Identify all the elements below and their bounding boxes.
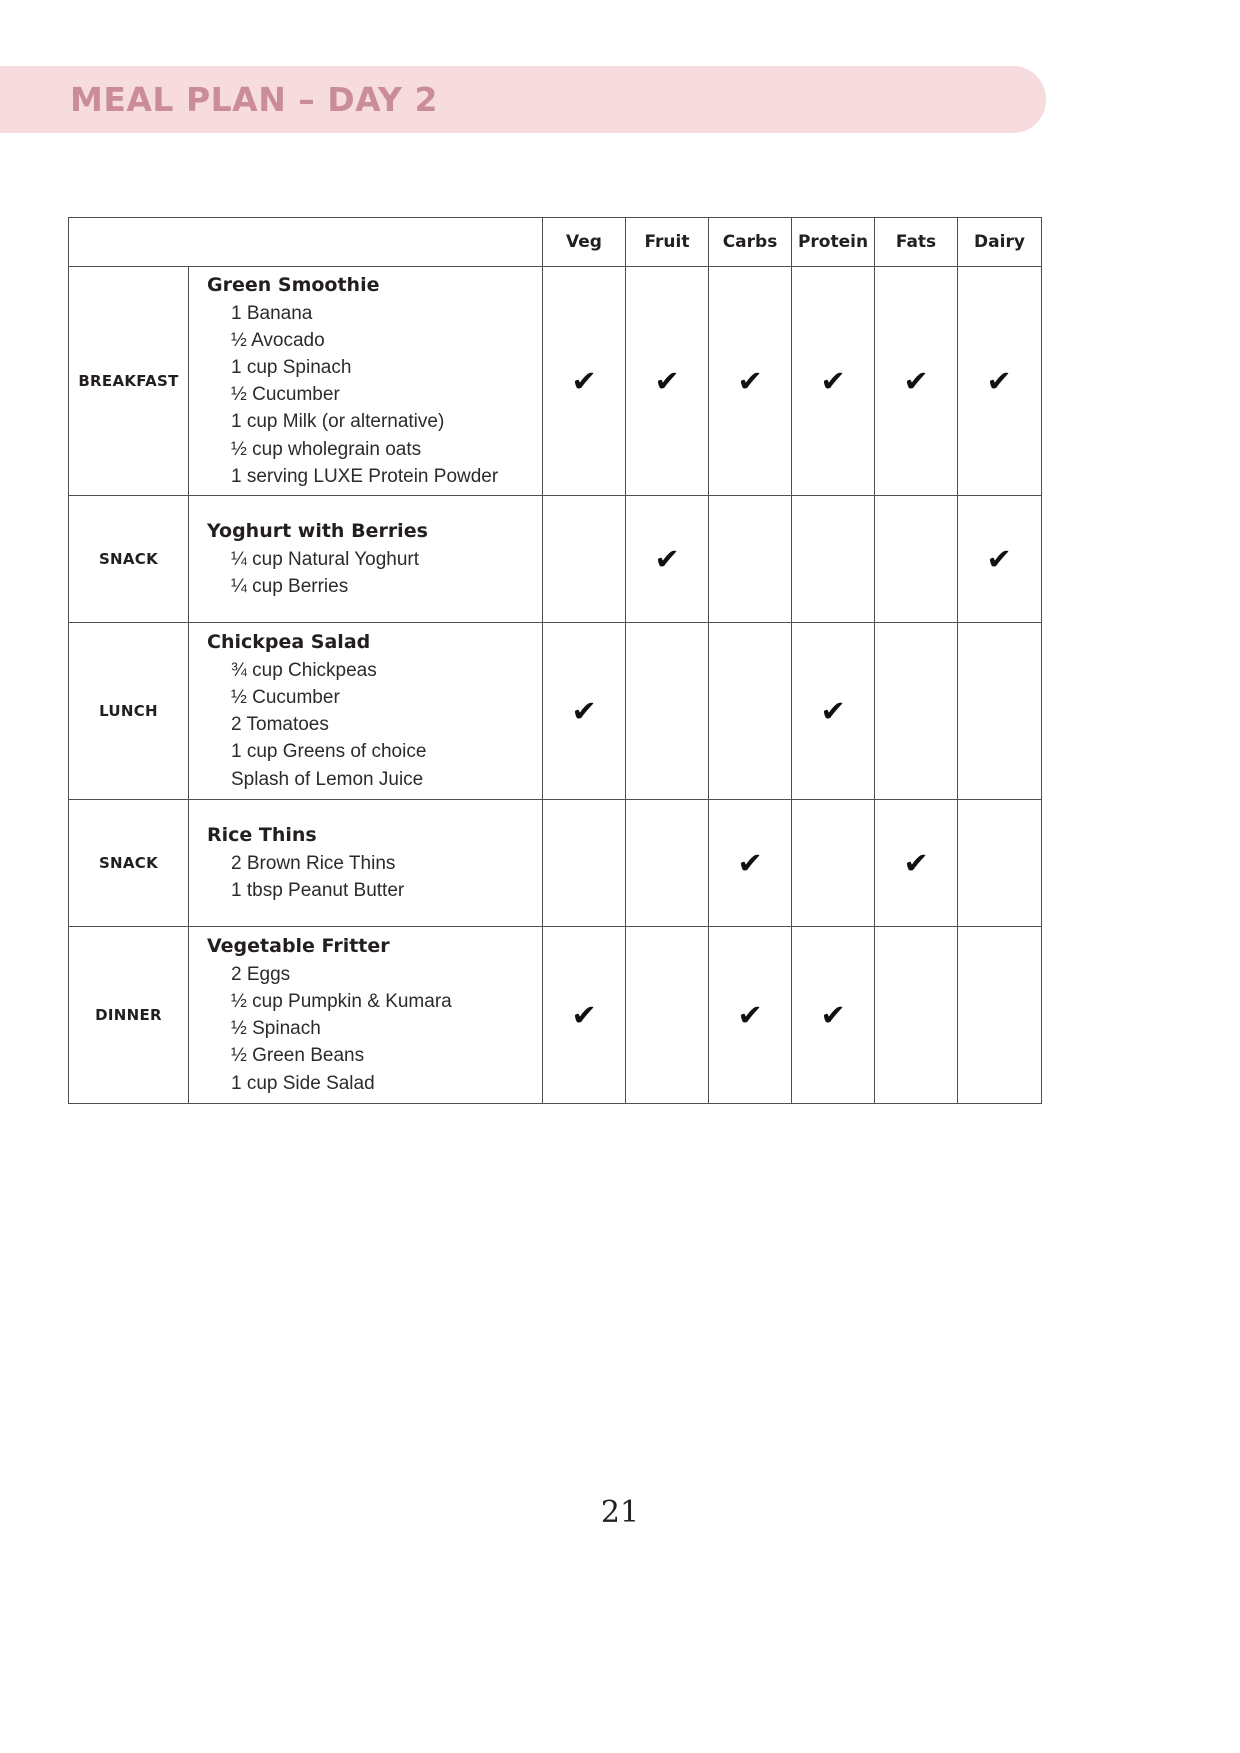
dish-name: Yoghurt with Berries	[207, 520, 428, 543]
ingredient-item: ½ Cucumber	[231, 687, 340, 709]
dish-name: Chickpea Salad	[207, 631, 371, 654]
ingredient-list	[189, 657, 542, 793]
ingredient-item: ½ cup Pumpkin & Kumara	[231, 991, 452, 1013]
checkbox-cell-veg[interactable]	[543, 927, 626, 1104]
check-icon: ✔	[903, 363, 929, 398]
ingredient-item: 2 Eggs	[231, 963, 291, 985]
checkbox-cell-protein[interactable]	[792, 927, 875, 1104]
ingredient-item: ½ Cucumber	[231, 384, 340, 406]
checkbox-cell-fats[interactable]	[875, 800, 958, 927]
checkbox-cell-carbs[interactable]	[709, 267, 792, 496]
ingredient-list	[189, 300, 542, 490]
meal-label-snack-1: SNACK	[69, 496, 189, 623]
ingredient-item: ½ cup wholegrain oats	[231, 438, 422, 460]
dish-name: Vegetable Fritter	[207, 935, 390, 958]
checkbox-cell-dairy[interactable]	[958, 623, 1042, 800]
page-header-band	[0, 66, 1046, 133]
ingredient-item: ¼ cup Berries	[231, 575, 349, 597]
checkbox-cell-fruit[interactable]	[626, 623, 709, 800]
check-icon: ✔	[820, 997, 846, 1032]
check-icon: ✔	[903, 845, 929, 880]
ingredient-item: 1 tbsp Peanut Butter	[231, 879, 405, 901]
ingredient-item: Splash of Lemon Juice	[231, 768, 424, 790]
check-icon: ✔	[571, 363, 597, 398]
table-body	[69, 267, 1042, 1104]
meal-content-cell	[189, 623, 543, 800]
table-row	[69, 267, 1042, 496]
check-icon: ✔	[986, 541, 1013, 576]
table-row	[69, 927, 1042, 1104]
checkbox-cell-veg[interactable]	[543, 267, 626, 496]
checkbox-cell-carbs[interactable]	[709, 927, 792, 1104]
ingredient-item: ¾ cup Chickpeas	[231, 659, 377, 681]
column-header-dairy: Dairy	[958, 218, 1042, 267]
table-row	[69, 623, 1042, 800]
check-icon: ✔	[820, 363, 846, 398]
ingredient-item: 1 cup Greens of choice	[231, 741, 427, 763]
column-header-fruit: Fruit	[626, 218, 709, 267]
page-number: 21	[600, 1495, 640, 1530]
checkbox-cell-fats[interactable]	[875, 267, 958, 496]
check-icon: ✔	[737, 845, 763, 880]
meal-label-dinner-4: DINNER	[69, 927, 189, 1104]
ingredient-item: 2 Tomatoes	[231, 714, 329, 736]
checkbox-cell-fats[interactable]	[875, 623, 958, 800]
table-row	[69, 800, 1042, 927]
dish-name: Green Smoothie	[207, 274, 380, 297]
checkbox-cell-fruit[interactable]	[626, 267, 709, 496]
checkbox-cell-dairy[interactable]	[958, 267, 1042, 496]
checkbox-cell-veg[interactable]	[543, 800, 626, 927]
ingredient-item: ½ Spinach	[231, 1018, 321, 1040]
check-icon: ✔	[654, 363, 680, 398]
column-header-fats: Fats	[875, 218, 958, 267]
table-corner-header	[69, 218, 543, 267]
ingredient-list	[189, 546, 542, 600]
table-header-row	[69, 218, 1042, 267]
meal-content-cell	[189, 800, 543, 927]
checkbox-cell-veg[interactable]	[543, 496, 626, 623]
checkbox-cell-fruit[interactable]	[626, 800, 709, 927]
checkbox-cell-protein[interactable]	[792, 267, 875, 496]
ingredient-item: ¼ cup Natural Yoghurt	[231, 548, 420, 570]
ingredient-item: 1 Banana	[231, 302, 313, 324]
meal-content-cell	[189, 927, 543, 1104]
check-icon: ✔	[571, 997, 597, 1032]
ingredient-list	[189, 961, 542, 1097]
checkbox-cell-dairy[interactable]	[958, 800, 1042, 927]
check-icon: ✔	[986, 363, 1013, 398]
check-icon: ✔	[737, 363, 763, 398]
meal-label-lunch-2: LUNCH	[69, 623, 189, 800]
meal-plan-table	[68, 217, 1042, 1104]
table-header	[69, 218, 1042, 267]
meal-label-snack-3: SNACK	[69, 800, 189, 927]
ingredient-item: ½ Avocado	[231, 329, 325, 351]
check-icon: ✔	[654, 541, 680, 576]
ingredient-item: 1 cup Milk (or alternative)	[231, 411, 445, 433]
ingredient-item: 1 serving LUXE Protein Powder	[231, 465, 499, 487]
checkbox-cell-carbs[interactable]	[709, 800, 792, 927]
checkbox-cell-protein[interactable]	[792, 623, 875, 800]
checkbox-cell-protein[interactable]	[792, 496, 875, 623]
dish-name: Rice Thins	[207, 824, 317, 847]
check-icon: ✔	[820, 693, 846, 728]
checkbox-cell-protein[interactable]	[792, 800, 875, 927]
meal-content-cell	[189, 496, 543, 623]
page-title: MEAL PLAN – DAY 2	[70, 80, 438, 119]
ingredient-list	[189, 850, 542, 904]
ingredient-item: ½ Green Beans	[231, 1045, 365, 1067]
meal-label-breakfast-0: BREAKFAST	[69, 267, 189, 496]
meal-content-cell	[189, 267, 543, 496]
column-header-protein: Protein	[792, 218, 875, 267]
ingredient-item: 1 cup Spinach	[231, 357, 352, 379]
ingredient-item: 2 Brown Rice Thins	[231, 852, 396, 874]
checkbox-cell-carbs[interactable]	[709, 623, 792, 800]
checkbox-cell-carbs[interactable]	[709, 496, 792, 623]
checkbox-cell-fruit[interactable]	[626, 496, 709, 623]
checkbox-cell-fruit[interactable]	[626, 927, 709, 1104]
checkbox-cell-fats[interactable]	[875, 496, 958, 623]
column-header-veg: Veg	[543, 218, 626, 267]
check-icon: ✔	[737, 997, 763, 1032]
checkbox-cell-dairy[interactable]	[958, 496, 1042, 623]
checkbox-cell-veg[interactable]	[543, 623, 626, 800]
table-row	[69, 496, 1042, 623]
check-icon: ✔	[571, 693, 597, 728]
ingredient-item: 1 cup Side Salad	[231, 1072, 375, 1094]
column-header-carbs: Carbs	[709, 218, 792, 267]
meal-plan-table-container	[68, 217, 1042, 1104]
checkbox-cell-dairy[interactable]	[958, 927, 1042, 1104]
checkbox-cell-fats[interactable]	[875, 927, 958, 1104]
